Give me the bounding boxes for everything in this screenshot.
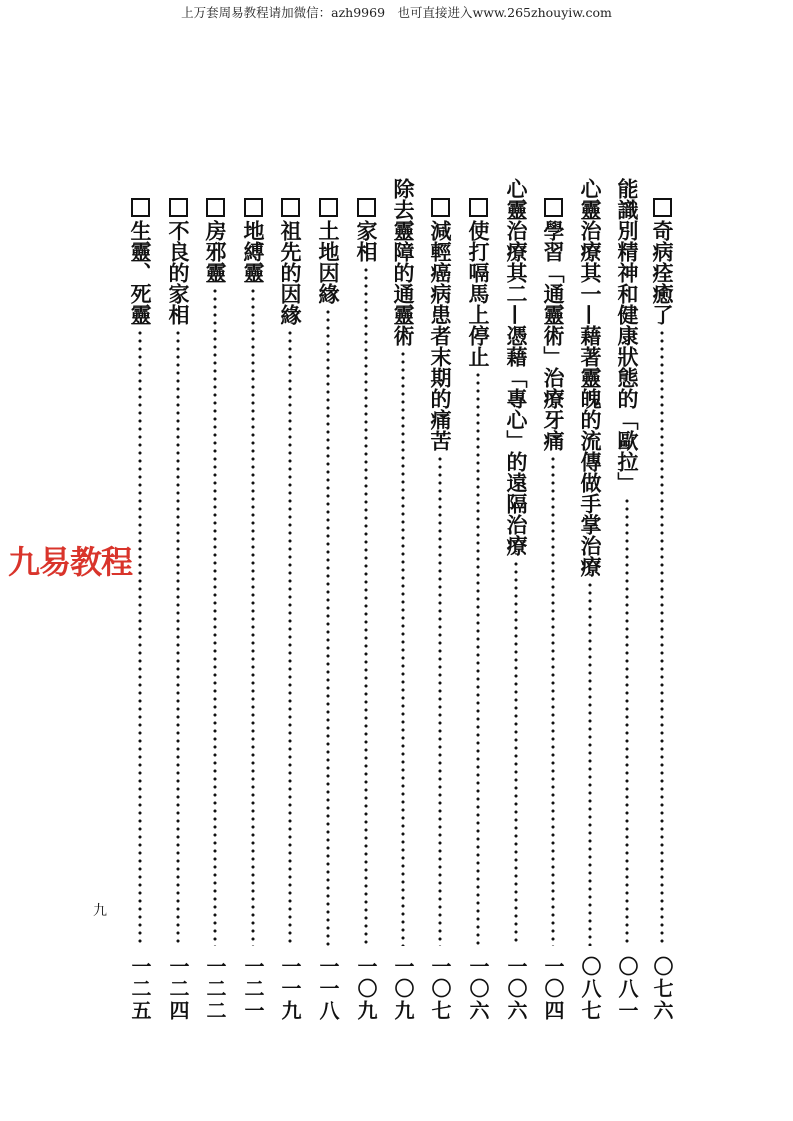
toc-entry-title: 能識別精神和健康狀態的「歐拉」 (615, 178, 640, 493)
dot-leader (287, 329, 293, 946)
bullet-box-icon (169, 198, 188, 217)
bullet-box-icon (244, 198, 263, 217)
toc-entry-title: 心靈治療其二—憑藉「專心」的遠隔治療 (504, 178, 529, 556)
toc-entry-title: 土地因緣 (316, 220, 341, 304)
toc-entry-page: 一〇四 (541, 956, 565, 1022)
toc-entry-page: 〇七六 (650, 956, 674, 1022)
top-banner: 上万套周易教程请加微信：azh9969 也可直接进入www.265zhouyiw.com (181, 5, 612, 20)
dot-leader (475, 371, 481, 946)
toc-entry (503, 178, 529, 1022)
dot-leader (363, 266, 369, 946)
toc-entry-title: 家相 (354, 220, 379, 262)
toc-entry-title: 房邪靈 (203, 220, 228, 283)
toc-entry-page: 一〇九 (391, 956, 415, 1022)
toc-entry-page: 〇八一 (615, 956, 639, 1022)
dot-leader (250, 287, 256, 946)
toc-entry-page: 一〇九 (354, 956, 378, 1022)
toc-entry (240, 198, 266, 1022)
toc-entry-page: 一二四 (166, 956, 190, 1022)
dot-leader (513, 560, 519, 946)
toc-entry-title: 奇病痊癒了 (650, 220, 675, 325)
toc-entry-page: 一二二 (203, 956, 227, 1022)
bullet-box-icon (319, 198, 338, 217)
toc-entry-title: 使打嗝馬上停止 (466, 220, 491, 367)
toc-entry (277, 198, 303, 1022)
dot-leader (624, 497, 630, 946)
dot-leader (325, 308, 331, 946)
bullet-box-icon (544, 198, 563, 217)
dot-leader (137, 329, 143, 946)
toc-entry-title: 地縛靈 (241, 220, 266, 283)
dot-leader (212, 287, 218, 946)
dot-leader (437, 455, 443, 946)
toc-entry-page: 一〇六 (504, 956, 528, 1022)
toc-entry (465, 198, 491, 1022)
toc-entry-title: 生靈、死靈 (128, 220, 153, 325)
dot-leader (175, 329, 181, 946)
bullet-box-icon (431, 198, 450, 217)
dot-leader (400, 350, 406, 946)
toc-entry (540, 198, 566, 1022)
toc-entry-title: 除去靈障的通靈術 (391, 178, 416, 346)
bullet-box-icon (653, 198, 672, 217)
toc-entry-title: 減輕癌病患者末期的痛苦 (428, 220, 453, 451)
toc-entry (353, 198, 379, 1022)
toc-entry-page: 〇八七 (578, 956, 602, 1022)
toc-entry (127, 198, 153, 1022)
toc-entry (165, 198, 191, 1022)
toc-entry-title: 心靈治療其一—藉著靈魄的流傳做手掌治療 (578, 178, 603, 577)
dot-leader (550, 455, 556, 946)
toc-entry-title: 祖先的因緣 (278, 220, 303, 325)
bullet-box-icon (206, 198, 225, 217)
toc-entry (577, 178, 603, 1022)
toc-entry (614, 178, 640, 1022)
toc-entry-page: 一二五 (128, 956, 152, 1022)
toc-entry-page: 一一八 (316, 956, 340, 1022)
watermark-logo: 九易教程 (8, 543, 133, 581)
toc-entry (315, 198, 341, 1022)
bullet-box-icon (281, 198, 300, 217)
dot-leader (587, 581, 593, 946)
dot-leader (659, 329, 665, 946)
page-number: 九 (93, 903, 107, 919)
toc-entry (427, 198, 453, 1022)
toc-entry (390, 178, 416, 1022)
toc-entry-page: 一〇六 (466, 956, 490, 1022)
toc-entry-title: 不良的家相 (166, 220, 191, 325)
bullet-box-icon (357, 198, 376, 217)
toc-entry-title: 學習「通靈術」治療牙痛 (541, 220, 566, 451)
bullet-box-icon (469, 198, 488, 217)
toc-entry (202, 198, 228, 1022)
toc-entry-page: 一〇七 (428, 956, 452, 1022)
toc-entry (649, 198, 675, 1022)
bullet-box-icon (131, 198, 150, 217)
toc-entry-page: 一二一 (241, 956, 265, 1022)
toc-entry-page: 一一九 (278, 956, 302, 1022)
